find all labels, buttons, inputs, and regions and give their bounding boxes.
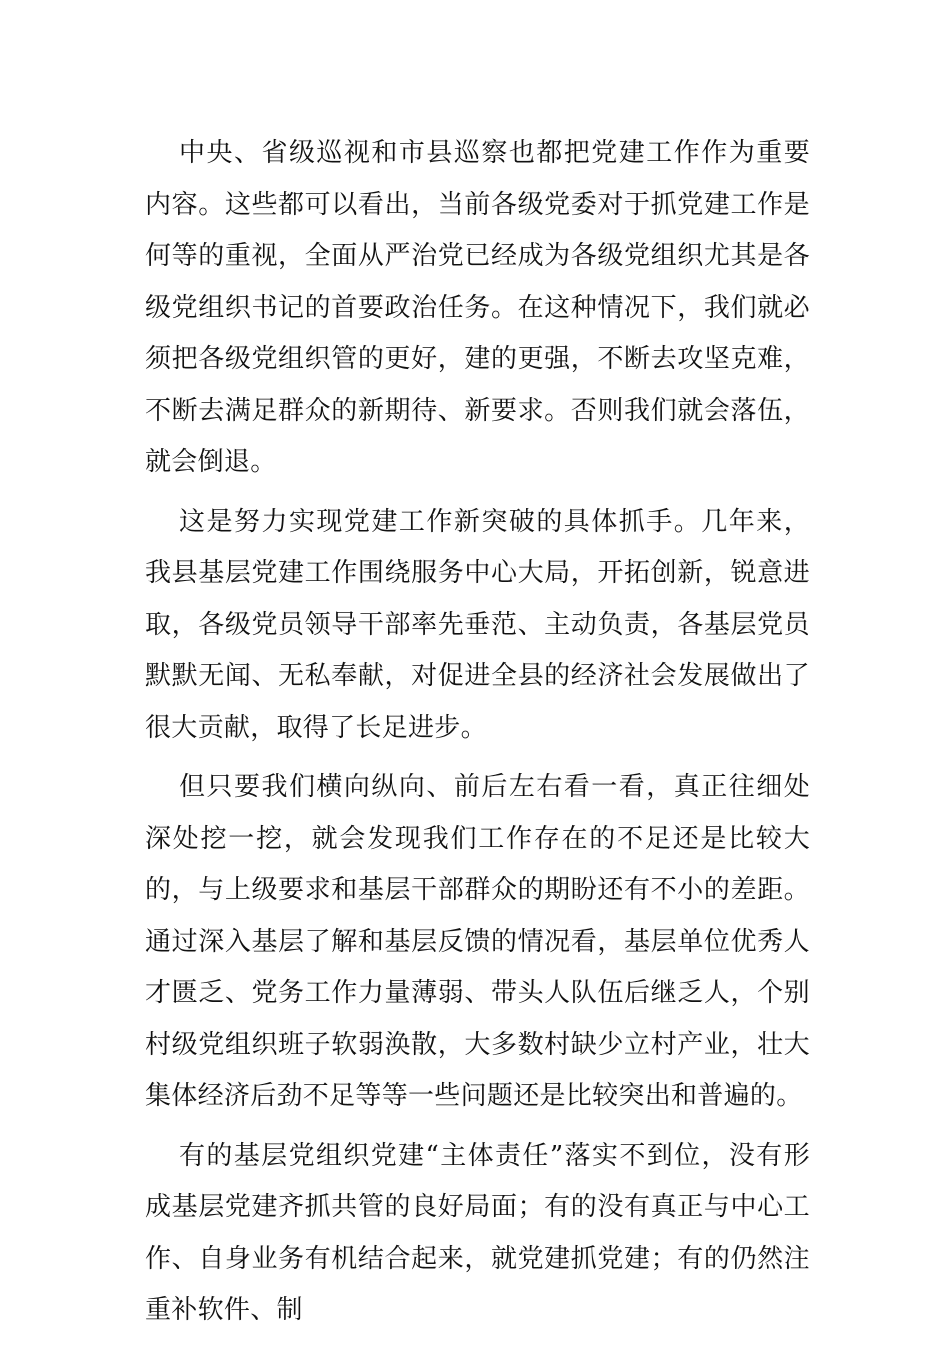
paragraph-4: 有的基层党组织党建“主体责任”落实不到位，没有形成基层党建齐抓共管的良好局面；有的没有真正与中心工作、自身业务有机结合起来，就党建抓党建；有的仍然注重补软件、制 bbox=[145, 1140, 810, 1325]
document-body bbox=[145, 128, 810, 1345]
paragraph-2: 这是努力实现党建工作新突破的具体抓手。几年来，我县基层党建工作围绕服务中心大局，开拓创新，锐意进取，各级党员领导干部率先垂范、主动负责，各基层党员默默无闻、无私奉献，对促进全县的经济社会发展做出了很大贡献，取得了长足进步。 bbox=[145, 506, 810, 743]
paragraph-3: 但只要我们横向纵向、前后左右看一看，真正往细处深处挖一挖，就会发现我们工作存在的不足还是比较大的，与上级要求和基层干部群众的期盼还有不小的差距。通过深入基层了解和基层反馈的情况看，基层单位优秀人才匮乏、党务工作力量薄弱、带头人队伍后继乏人，个别村级党组织班子软弱涣散，大多数村缺少立村产业，壮大集体经济后劲不足等等一些问题还是比较突出和普遍的。 bbox=[145, 772, 810, 1111]
paragraph-1: 中央、省级巡视和市县巡察也都把党建工作作为重要内容。这些都可以看出，当前各级党委对于抓党建工作是何等的重视，全面从严治党已经成为各级党组织尤其是各级党组织书记的首要政治任务。在这种情况下，我们就必须把各级党组织管的更好，建的更强，不断去攻坚克难，不断去满足群众的新期待、新要求。否则我们就会落伍，就会倒退。 bbox=[145, 138, 810, 477]
